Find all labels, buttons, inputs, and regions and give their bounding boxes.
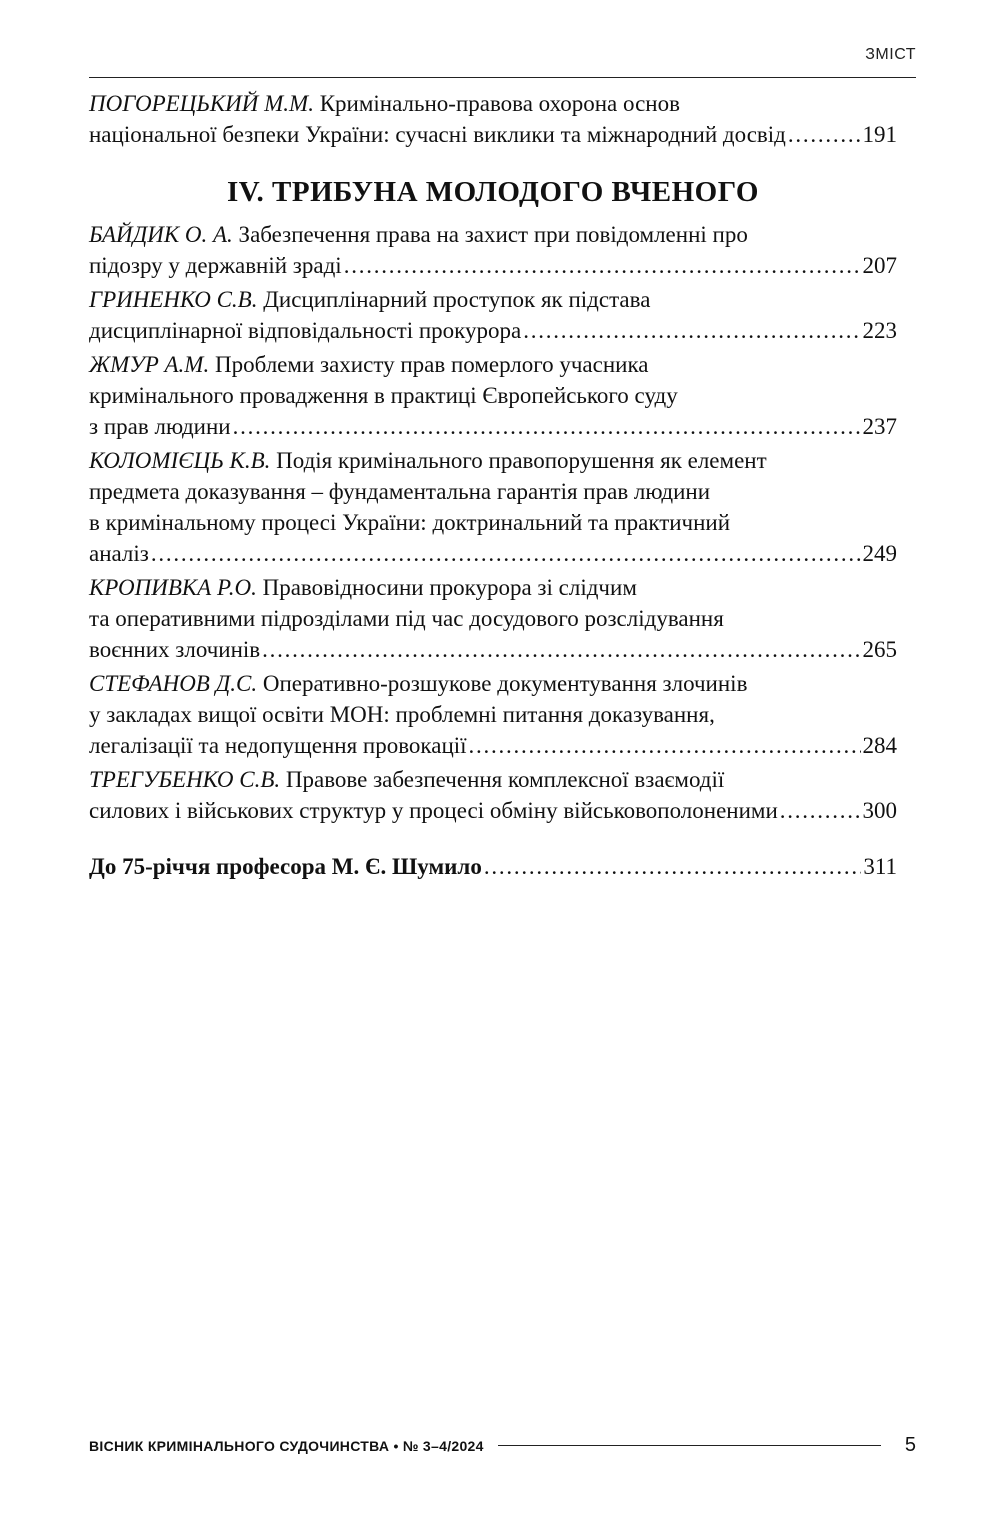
entry-line-text [89,119,786,150]
entry-line-text [89,510,730,535]
dot-leader [151,538,861,569]
entry-line [89,634,897,665]
entry-title: Проблеми захисту прав померлого учасника [214,352,649,377]
closing-title: До 75-річчя професора М. Є. Шумило [89,854,482,879]
toc-entry[interactable] [89,764,897,826]
entry-line [89,219,897,250]
entry-page-number: 191 [862,122,897,147]
dot-leader [233,411,861,442]
entry-line [89,411,897,442]
entry-line-text [89,479,710,504]
entry-line-text [89,91,680,116]
entry-author: ТРЕГУБЕНКО С.В. [89,767,281,792]
entry-line [89,88,897,119]
entry-line-text [89,383,678,408]
entry-line [89,572,897,603]
entry-line-text [89,352,649,377]
entry-line-text [89,287,650,312]
entry-line [89,349,897,380]
closing-page-number: 311 [863,854,897,879]
dot-leader [344,250,861,281]
entry-line-text [89,315,521,346]
entry-author: СТЕФАНОВ Д.С. [89,671,258,696]
entry-author: ЖМУР А.М. [89,352,210,377]
entry-author: ГРИНЕНКО С.В. [89,287,258,312]
entry-line-text [89,730,467,761]
entry-line-text [89,575,637,600]
entry-line [89,795,897,826]
entry-line [89,380,897,411]
entry-title: воєнних злочинів [89,637,261,662]
footer-rule [498,1445,881,1446]
entry-author: ПОГОРЕЦЬКИЙ М.М. [89,91,314,116]
dot-leader [469,730,861,761]
toc-entry[interactable] [89,88,897,150]
entry-line [89,315,897,346]
entry-page-number: 207 [862,253,897,278]
entry-line [89,476,897,507]
entry-title: кримінального провадження в практиці Європейського суду [89,383,678,408]
entry-author: КОЛОМІЄЦЬ К.В. [89,448,271,473]
toc-entry[interactable] [89,284,897,346]
entry-title: дисциплінарної відповідальності прокурора [89,318,522,343]
entry-line-text [89,634,260,665]
entry-line [89,284,897,315]
entry-line-text [89,606,724,631]
dot-leader [484,851,862,882]
entry-author: КРОПИВКА Р.О. [89,575,257,600]
entry-line [89,445,897,476]
toc-entry[interactable] [89,445,897,569]
entry-line-text [89,250,342,281]
entry-line [89,119,897,150]
dot-leader [262,634,860,665]
toc-entry[interactable] [89,349,897,442]
entry-page-number: 300 [862,798,897,823]
entry-page-number: 265 [862,637,897,662]
entry-title: Оперативно-розшукове документування злочинів [262,671,748,696]
entry-title: легалізації та недопущення провокації [89,733,467,758]
page-number: 5 [904,1434,916,1456]
entry-line-text [89,411,231,442]
entry-line [89,668,897,699]
entry-title: Кримінально-правова охорона основ [319,91,680,116]
entry-page-number: 237 [862,414,897,439]
entry-line-text [89,538,149,569]
dot-leader [523,315,860,346]
toc-entry[interactable] [89,219,897,281]
table-of-contents [89,88,897,882]
running-header: ЗМІСТ [865,46,916,63]
entry-line [89,730,897,761]
entry-line [89,250,897,281]
entry-title: та оперативними підрозділами під час досудового розслідування [89,606,724,631]
entry-line-text [89,222,748,247]
entry-line [89,764,897,795]
entry-title: Подія кримінального правопорушення як елемент [276,448,767,473]
entry-title: підозру у державній зраді [89,253,342,278]
section-entries [89,219,897,826]
entry-title: національної безпеки України: сучасні виклики та міжнародний досвід [89,122,786,147]
entry-title: в кримінальному процесі України: доктринальний та практичний [89,510,731,535]
header-rule [89,77,916,78]
entry-line [89,603,897,634]
entry-line-text [89,671,747,696]
entry-title: аналіз [89,541,149,566]
entry-page-number: 284 [862,733,897,758]
entry-line-text [89,795,778,826]
entry-line [89,507,897,538]
entry-author: БАЙДИК О. А. [89,222,233,247]
entry-line-text [89,448,767,473]
section-title: IV. ТРИБУНА МОЛОДОГО ВЧЕНОГО [227,176,759,208]
entry-title: Забезпечення права на захист при повідомленні про [238,222,748,247]
entry-line-text [89,702,715,727]
entry-title: предмета доказування – фундаментальна гарантія прав людини [89,479,711,504]
entry-title: силових і військових структур у процесі обміну військовополоненими [89,798,778,823]
entries-top [89,88,897,150]
closing-entry[interactable] [89,851,897,882]
entry-title: Правове забезпечення комплексної взаємодії [285,767,725,792]
entry-title: Дисциплінарний проступок як підстава [263,287,651,312]
entry-page-number: 249 [862,541,897,566]
entry-page-number: 223 [862,318,897,343]
toc-entry[interactable] [89,668,897,761]
entry-line-text [89,767,724,792]
toc-entry[interactable] [89,572,897,665]
journal-title: ВІСНИК КРИМІНАЛЬНОГО СУДОЧИНСТВА • № 3–4/2024 [89,1437,484,1454]
entry-line [89,699,897,730]
entry-line [89,538,897,569]
dot-leader [780,795,861,826]
page-footer [89,1434,916,1457]
dot-leader [788,119,861,150]
entry-title: Правовідносини прокурора зі слідчим [262,575,637,600]
entry-title: у закладах вищої освіти МОН: проблемні питання доказування, [89,702,715,727]
entry-title: з прав людини [89,414,231,439]
